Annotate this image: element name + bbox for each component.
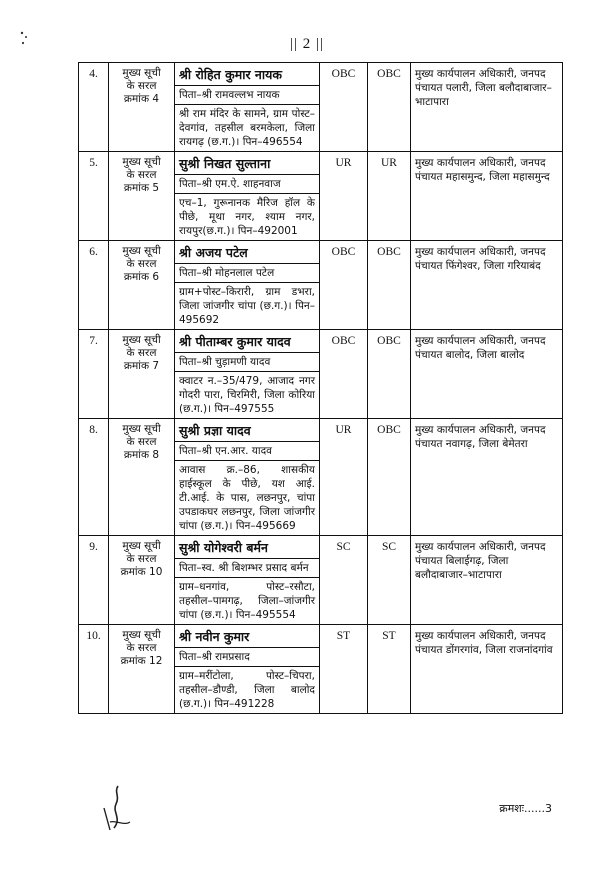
candidate-name: सुश्री योगेश्वरी बर्मन xyxy=(175,538,319,559)
serial-number: 8. xyxy=(79,419,109,536)
category-selected: ST xyxy=(368,625,411,714)
ref-line: क्रमांक 7 xyxy=(123,360,160,372)
ref-line: मुख्य सूची xyxy=(122,629,161,641)
posting-office: मुख्य कार्यपालन अधिकारी, जनपद पंचायत पलारी, जिला बलौदाबाजार–भाटापारा xyxy=(411,63,563,152)
list-reference xyxy=(109,152,175,241)
continued-note: क्रमशः......3 xyxy=(499,802,552,815)
category-selected: OBC xyxy=(368,330,411,419)
category-original: SC xyxy=(320,536,368,625)
candidate-name: श्री रोहित कुमार नायक xyxy=(175,65,319,86)
father-name: पिता–श्री चुड़ामणी यादव xyxy=(175,355,319,372)
posting-office: मुख्य कार्यपालन अधिकारी, जनपद पंचायत नवागढ़, जिला बेमेतरा xyxy=(411,419,563,536)
candidate-details xyxy=(175,241,320,330)
candidate-name: श्री अजय पटेल xyxy=(175,243,319,264)
table-row xyxy=(79,419,563,536)
category-selected: UR xyxy=(368,152,411,241)
posting-office: मुख्य कार्यपालन अधिकारी, जनपद पंचायत बालोद, जिला बालोद xyxy=(411,330,563,419)
ref-line: मुख्य सूची xyxy=(122,540,161,552)
list-reference xyxy=(109,63,175,152)
ref-line: मुख्य सूची xyxy=(122,67,161,79)
posting-office: मुख्य कार्यपालन अधिकारी, जनपद पंचायत महासमुन्द, जिला महासमुन्द xyxy=(411,152,563,241)
list-reference xyxy=(109,419,175,536)
ref-line: के सरल xyxy=(126,642,157,654)
list-reference xyxy=(109,241,175,330)
serial-number: 9. xyxy=(79,536,109,625)
posting-office: मुख्य कार्यपालन अधिकारी, जनपद पंचायत डोंगरगांव, जिला राजनांदगांव xyxy=(411,625,563,714)
ref-line: क्रमांक 4 xyxy=(123,93,160,105)
table-row xyxy=(79,625,563,714)
candidate-table xyxy=(78,62,563,714)
father-name: पिता–श्री मोहनलाल पटेल xyxy=(175,266,319,283)
table-row xyxy=(79,330,563,419)
ref-line: मुख्य सूची xyxy=(122,334,161,346)
table-row xyxy=(79,152,563,241)
list-reference xyxy=(109,330,175,419)
ref-line: मुख्य सूची xyxy=(122,423,161,435)
serial-number: 10. xyxy=(79,625,109,714)
candidate-address: एच–1, गुरूनानक मैरिज हॉल के पीछे, मूथा नगर, श्याम नगर, रायपुर(छ.ग.)। पिन–492001 xyxy=(179,197,315,237)
candidate-name: श्री नवीन कुमार xyxy=(175,627,319,648)
candidate-details xyxy=(175,330,320,419)
signature-mark xyxy=(96,782,136,832)
ref-line: क्रमांक 6 xyxy=(123,271,160,283)
candidate-address: क्वाटर न.–35/479, आजाद नगर गोदरी पारा, चिरमिरी, जिला कोरिया (छ.ग.)। पिन–497555 xyxy=(179,375,315,415)
table-row xyxy=(79,536,563,625)
ref-line: मुख्य सूची xyxy=(122,245,161,257)
ref-line: मुख्य सूची xyxy=(122,156,161,168)
candidate-name: सुश्री प्रज्ञा यादव xyxy=(175,421,319,442)
candidate-address: ग्राम–धनगांव, पोस्ट–रसौटा, तहसील–पामगढ़, जिला–जांजगीर चांपा (छ.ग.)। पिन–495554 xyxy=(179,581,315,621)
candidate-name: श्री पीताम्बर कुमार यादव xyxy=(175,332,319,353)
father-name: पिता–श्री रामवल्लभ नायक xyxy=(175,88,319,105)
category-original: UR xyxy=(320,152,368,241)
category-original: OBC xyxy=(320,241,368,330)
father-name: पिता–स्व. श्री बिशम्भर प्रसाद बर्मन xyxy=(175,561,319,578)
candidate-address: ग्राम–मरींटोला, पोस्ट–चिपरा, तहसील–डौण्डी, जिला बालोद (छ.ग.)। पिन–491228 xyxy=(179,670,315,710)
ref-line: क्रमांक 12 xyxy=(120,655,163,667)
table-row xyxy=(79,63,563,152)
father-name: पिता–श्री एम.ऐ. शाहनवाज xyxy=(175,177,319,194)
candidate-details xyxy=(175,536,320,625)
ref-line: क्रमांक 5 xyxy=(123,182,160,194)
category-selected: SC xyxy=(368,536,411,625)
table-row xyxy=(79,241,563,330)
ref-line: क्रमांक 8 xyxy=(123,449,160,461)
category-original: OBC xyxy=(320,63,368,152)
category-selected: OBC xyxy=(368,419,411,536)
list-reference xyxy=(109,625,175,714)
serial-number: 4. xyxy=(79,63,109,152)
father-name: पिता–श्री रामप्रसाद xyxy=(175,650,319,667)
candidate-details xyxy=(175,625,320,714)
candidate-details xyxy=(175,152,320,241)
category-selected: OBC xyxy=(368,241,411,330)
candidate-address: ग्राम+पोस्ट–किरारी, ग्राम डभरा, जिला जांजगीर चांपा (छ.ग.)। पिन–495692 xyxy=(179,286,315,326)
ref-line: के सरल xyxy=(126,553,157,565)
candidate-address: आवास क्र.–86, शासकीय हाईस्कूल के पीछे, यश आई. टी.आई. के पास, लछनपुर, चांपा उपडाकघर लछनपुर, जिला जांजगीर चांपा (छ.ग.)। पिन–495669 xyxy=(179,464,315,532)
ref-line: के सरल xyxy=(126,80,157,92)
page-number: || 2 || xyxy=(289,36,324,52)
candidate-details xyxy=(175,63,320,152)
candidate-name: सुश्री निखत सुल्ताना xyxy=(175,154,319,175)
candidate-details xyxy=(175,419,320,536)
list-reference xyxy=(109,536,175,625)
candidate-address: श्री राम मंदिर के सामने, ग्राम पोस्ट–देवगांव, तहसील बरमकेला, जिला रायगढ़ (छ.ग.)। पिन–496554 xyxy=(179,108,315,148)
posting-office: मुख्य कार्यपालन अधिकारी, जनपद पंचायत फिंगेश्वर, जिला गरियाबंद xyxy=(411,241,563,330)
ref-line: के सरल xyxy=(126,347,157,359)
posting-office: मुख्य कार्यपालन अधिकारी, जनपद पंचायत बिलाईगढ़, जिला बलौदाबाजार–भाटापारा xyxy=(411,536,563,625)
ref-line: के सरल xyxy=(126,258,157,270)
serial-number: 5. xyxy=(79,152,109,241)
serial-number: 7. xyxy=(79,330,109,419)
father-name: पिता–श्री एन.आर. यादव xyxy=(175,444,319,461)
category-original: ST xyxy=(320,625,368,714)
category-original: OBC xyxy=(320,330,368,419)
ref-line: क्रमांक 10 xyxy=(120,566,163,578)
serial-number: 6. xyxy=(79,241,109,330)
category-selected: OBC xyxy=(368,63,411,152)
category-original: UR xyxy=(320,419,368,536)
ref-line: के सरल xyxy=(126,436,157,448)
ref-line: के सरल xyxy=(126,169,157,181)
